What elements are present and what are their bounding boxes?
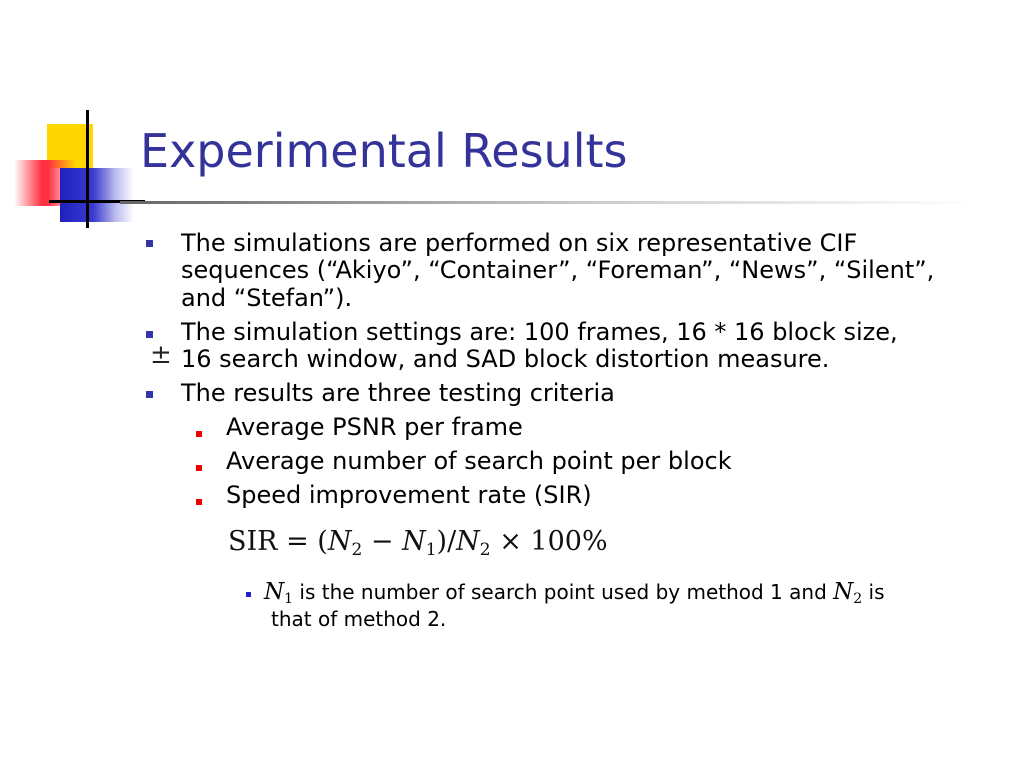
sir-formula: SIR = $(N_2 - N_1)/N_2 \times 100\%$ <box>228 526 608 560</box>
sub-bullet-3: Speed improvement rate (SIR) <box>226 481 592 509</box>
bullet-marker <box>146 331 153 338</box>
bullet-marker <box>146 240 153 247</box>
bullet-marker <box>146 391 153 398</box>
title-divider <box>120 201 980 204</box>
blue-square <box>60 168 134 222</box>
sub-bullet-marker <box>196 431 202 437</box>
bullet-1-line-3: and “Stefan”). <box>181 284 353 312</box>
plus-minus-symbol: ± <box>150 340 172 370</box>
corner-logo-decoration <box>0 0 150 240</box>
sub-bullet-1: Average PSNR per frame <box>226 413 523 441</box>
sub-bullet-2: Average number of search point per block <box>226 447 732 475</box>
slide-title: Experimental Results <box>140 124 628 178</box>
sub-bullet-marker <box>196 499 202 505</box>
bullet-3-line-1: The results are three testing criteria <box>181 379 615 407</box>
bullet-1-line-2: sequences (“Akiyo”, “Container”, “Foreman”, “News”, “Silent”, <box>181 256 935 284</box>
vertical-line <box>86 110 89 228</box>
bullet-2-line-2: 16 search window, and SAD block distortion measure. <box>181 345 830 373</box>
note-line-2: that of method 2. <box>271 607 447 631</box>
bullet-2-line-1: The simulation settings are: 100 frames, 16 * 16 block size, <box>181 318 898 346</box>
sub-sub-bullet-marker <box>246 592 251 597</box>
note-line-1: $N_1$ is the number of search point used by method 1 and $N_2$ is <box>264 579 885 607</box>
sub-bullet-marker <box>196 465 202 471</box>
bullet-1-line-1: The simulations are performed on six representative CIF <box>181 229 858 257</box>
